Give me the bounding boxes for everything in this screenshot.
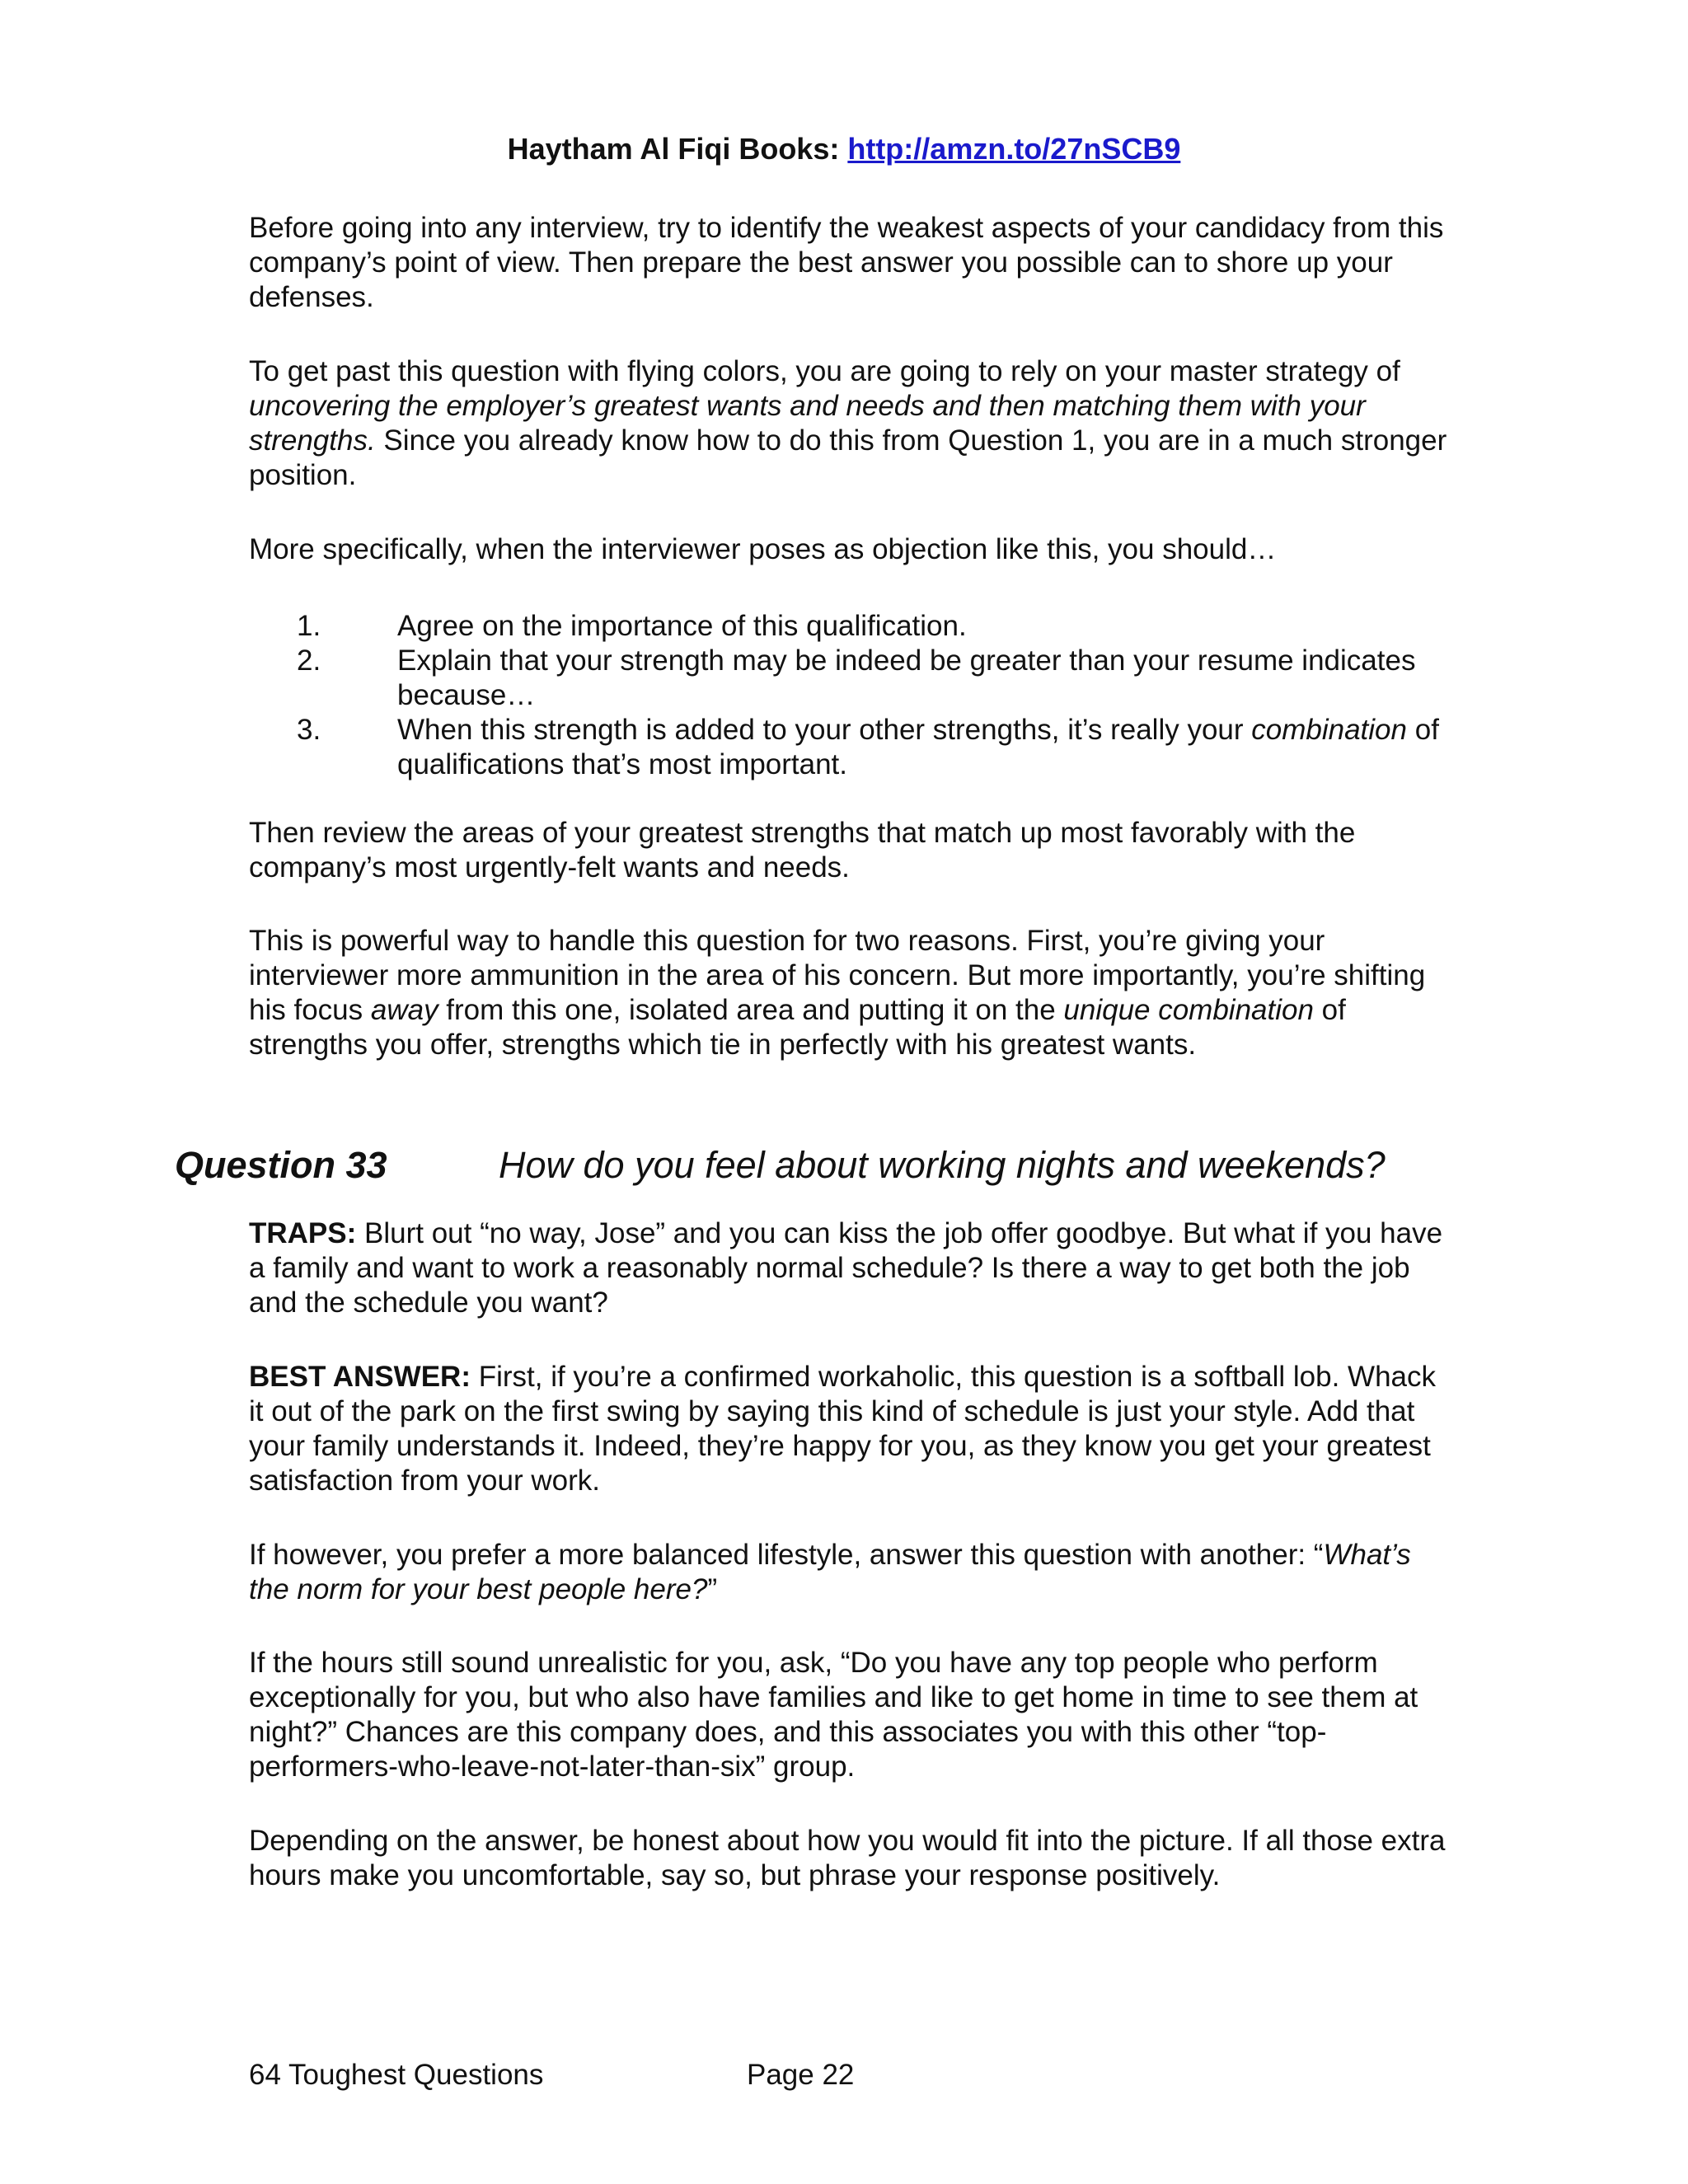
emphasis-text: unique combination [1063,994,1314,1026]
emphasis-text: away [370,994,438,1026]
text-run: If however, you prefer a more balanced lifestyle, answer this question with another: “ [249,1539,1324,1571]
text-run: of strengths you offer, strengths which tie in perfectly with his greatest wants. [249,994,1346,1061]
text-run: Since you already know how to do this from Question 1, you are in a much stronger position. [249,424,1447,491]
review-paragraph [249,816,1452,885]
list-item [249,644,1452,713]
emphasis-text: What’s the norm for your best people here? [249,1539,1411,1605]
emphasis-text: uncovering the employer’s greatest wants and needs and then matching them with your strengths. [249,390,1366,457]
paragraph-text: Then review the areas of your greatest strengths that match up most favorably with the company’s most urgently-felt wants and needs. [249,817,1356,883]
list-number: 3. [297,714,321,746]
text-run: This is powerful way to handle this question for two reasons. First, you’re giving your interviewer more ammunition in the area of his concern. But more importantly, you’re shifting his focus [249,925,1426,1026]
hours-paragraph [249,1646,1452,1784]
list-item [249,609,1452,644]
intro-paragraph-2 [249,354,1452,493]
paragraph-text: If the hours still sound unrealistic for you, ask, “Do you have any top people who perform exceptionally for you, but who also have families and like to get home in time to see them at night?” Chances are this company does, and this associates you with this other “top-performers-who-leave-not-later-than-six” group. [249,1647,1418,1783]
question-number: Question 33 [175,1144,387,1186]
footer-page-number: Page 22 [747,2059,855,2091]
question-text: How do you feel about working nights and weekends? [499,1144,1386,1186]
paragraph-text [249,924,1452,1062]
powerful-paragraph [249,924,1452,1062]
text-run: from this one, isolated area and putting it on the [438,994,1064,1026]
text-run: of qualifications that’s most important. [397,714,1439,780]
header-label: Haytham Al Fiqi Books: [507,132,848,166]
text-run: ” [707,1573,718,1605]
paragraph-text [249,1216,1452,1320]
balanced-paragraph [249,1538,1452,1607]
paragraph-text [249,1538,1452,1607]
intro-paragraph-1 [249,211,1452,315]
text-run: First, if you’re a confirmed workaholic, this question is a softball lob. Whack it out of the park on the first swing by saying this kind of schedule is just your style. Add that your family understands it. Indeed, they’re happy for you, as they know you get your greatest satisfaction from your work. [249,1361,1437,1497]
list-item [249,713,1452,782]
header-link[interactable]: http://amzn.to/27nSCB9 [847,132,1181,166]
list-number: 2. [297,644,321,677]
page-header [0,132,1688,166]
text-run: Blurt out “no way, Jose” and you can kiss the job offer goodbye. But what if you have a family and want to work a reasonably normal schedule? Is there a way to get both the job and the schedule you want? [249,1217,1443,1319]
emphasis-text: combination [1251,714,1407,746]
list-text: Agree on the importance of this qualification. [397,610,967,642]
paragraph-text [249,354,1452,493]
paragraph-text [249,1360,1452,1498]
traps-paragraph [249,1216,1452,1320]
paragraph-text: Before going into any interview, try to identify the weakest aspects of your candidacy from this company’s point of view. Then prepare the best answer you possible can to shore up your defenses. [249,212,1444,313]
best-answer-label: BEST ANSWER: [249,1361,471,1393]
text-run: To get past this question with flying colors, you are going to rely on your master strategy of [249,355,1400,387]
closing-paragraph [249,1824,1452,1893]
list-text: Explain that your strength may be indeed be greater than your resume indicates because… [397,644,1416,711]
list-number: 1. [297,610,321,642]
intro-paragraph-3 [249,532,1452,567]
text-run: When this strength is added to your other strengths, it’s really your [397,714,1252,746]
traps-label: TRAPS: [249,1217,357,1249]
paragraph-text: Depending on the answer, be honest about how you would fit into the picture. If all those extra hours make you uncomfortable, say so, but phrase your response positively. [249,1825,1446,1891]
best-answer-paragraph [249,1360,1452,1498]
steps-list [249,609,1452,782]
list-text [397,714,1439,780]
paragraph-text: More specifically, when the interviewer poses as objection like this, you should… [249,533,1277,565]
footer-title: 64 Toughest Questions [249,2059,544,2091]
